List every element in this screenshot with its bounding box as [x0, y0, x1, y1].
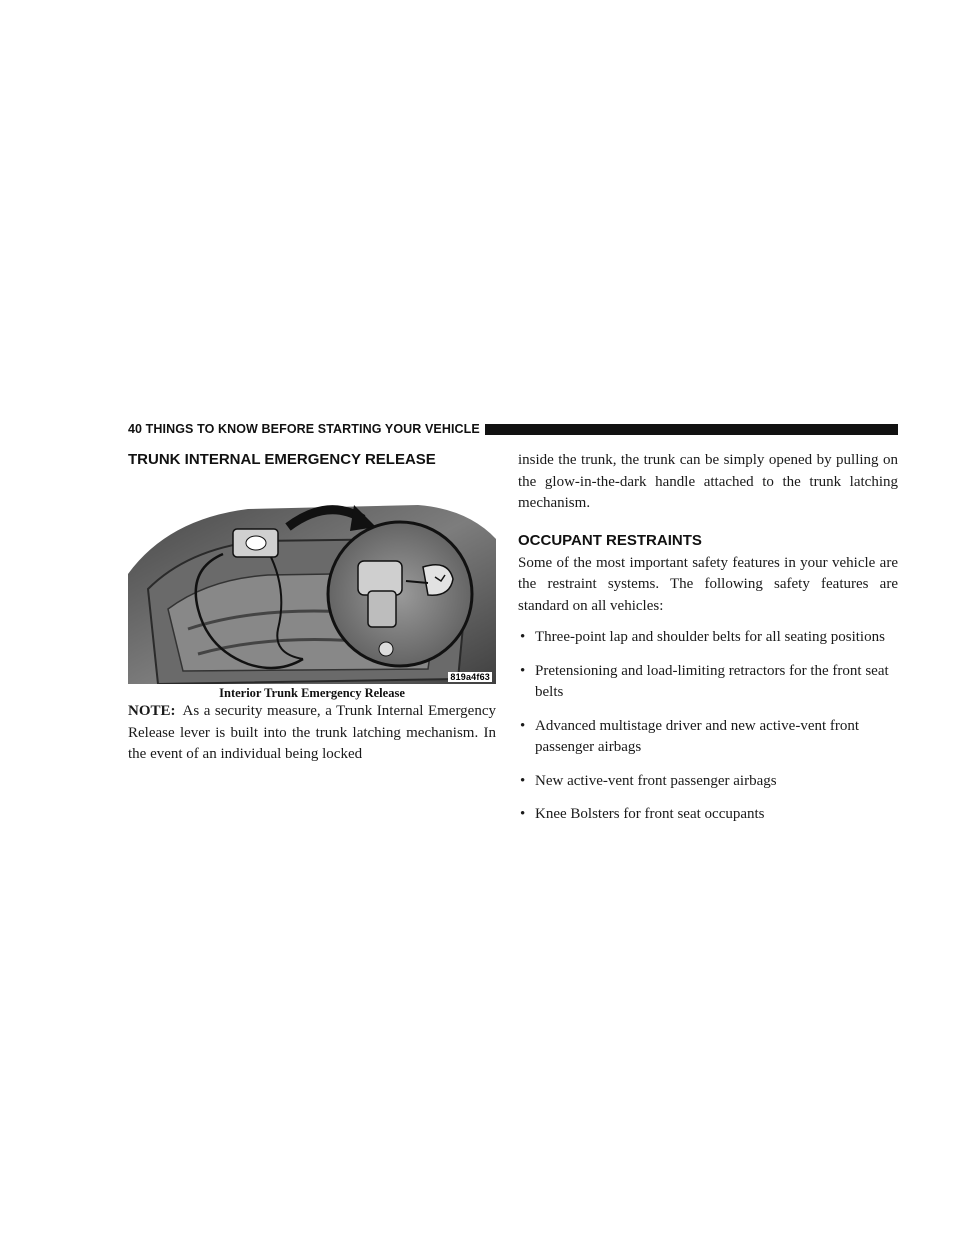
header-rule-bar — [485, 424, 898, 435]
left-column — [128, 450, 496, 766]
restraints-intro-paragraph: Some of the most important safety features in your vehicle are the restraint systems. The following safety features are standard on all vehicles: — [518, 554, 898, 614]
bullet-icon: • — [520, 629, 526, 645]
list-item-text: Knee Bolsters for front seat occupants — [535, 806, 765, 822]
list-item-text: Advanced multistage driver and new active-vent front passenger airbags — [535, 717, 860, 755]
list-item — [518, 661, 898, 704]
figure-caption: Interior Trunk Emergency Release — [128, 684, 496, 701]
figure-code-label: 819a4f63 — [450, 672, 490, 682]
trunk-lid-drawing — [128, 479, 496, 701]
bullet-icon: • — [520, 806, 526, 822]
bullet-icon: • — [520, 717, 526, 734]
list-item-text: New active-vent front passenger airbags — [535, 772, 777, 789]
occupant-restraints-heading: OCCUPANT RESTRAINTS — [518, 531, 702, 549]
restraint-features-list — [518, 627, 898, 826]
note-label: NOTE: — [128, 703, 176, 719]
trunk-release-illustration — [128, 479, 496, 701]
continuation-paragraph: inside the trunk, the trunk can be simply opened by pulling on the glow-in-the-dark handle attached to the trunk latching mechanism. — [518, 452, 898, 511]
list-item-text: Three-point lap and shoulder belts for all seating positions — [535, 629, 885, 645]
list-item — [518, 804, 898, 826]
bullet-icon: • — [520, 772, 526, 789]
list-item-text: Pretensioning and load-limiting retractors for the front seat belts — [535, 662, 889, 700]
trunk-release-heading: TRUNK INTERNAL EMERGENCY RELEASE — [128, 451, 436, 468]
list-item — [518, 771, 898, 793]
bullet-icon: • — [520, 662, 526, 679]
right-column — [518, 450, 898, 838]
list-item — [518, 627, 898, 649]
note-paragraph — [128, 701, 496, 766]
page-header — [128, 420, 898, 440]
list-item — [518, 716, 898, 759]
page-header-text: 40 THINGS TO KNOW BEFORE STARTING YOUR VEHICLE — [128, 422, 480, 436]
note-text: As a security measure, a Trunk Internal Emergency Release lever is built into the trunk latching mechanism. In the event of an individual being locked — [128, 703, 496, 762]
